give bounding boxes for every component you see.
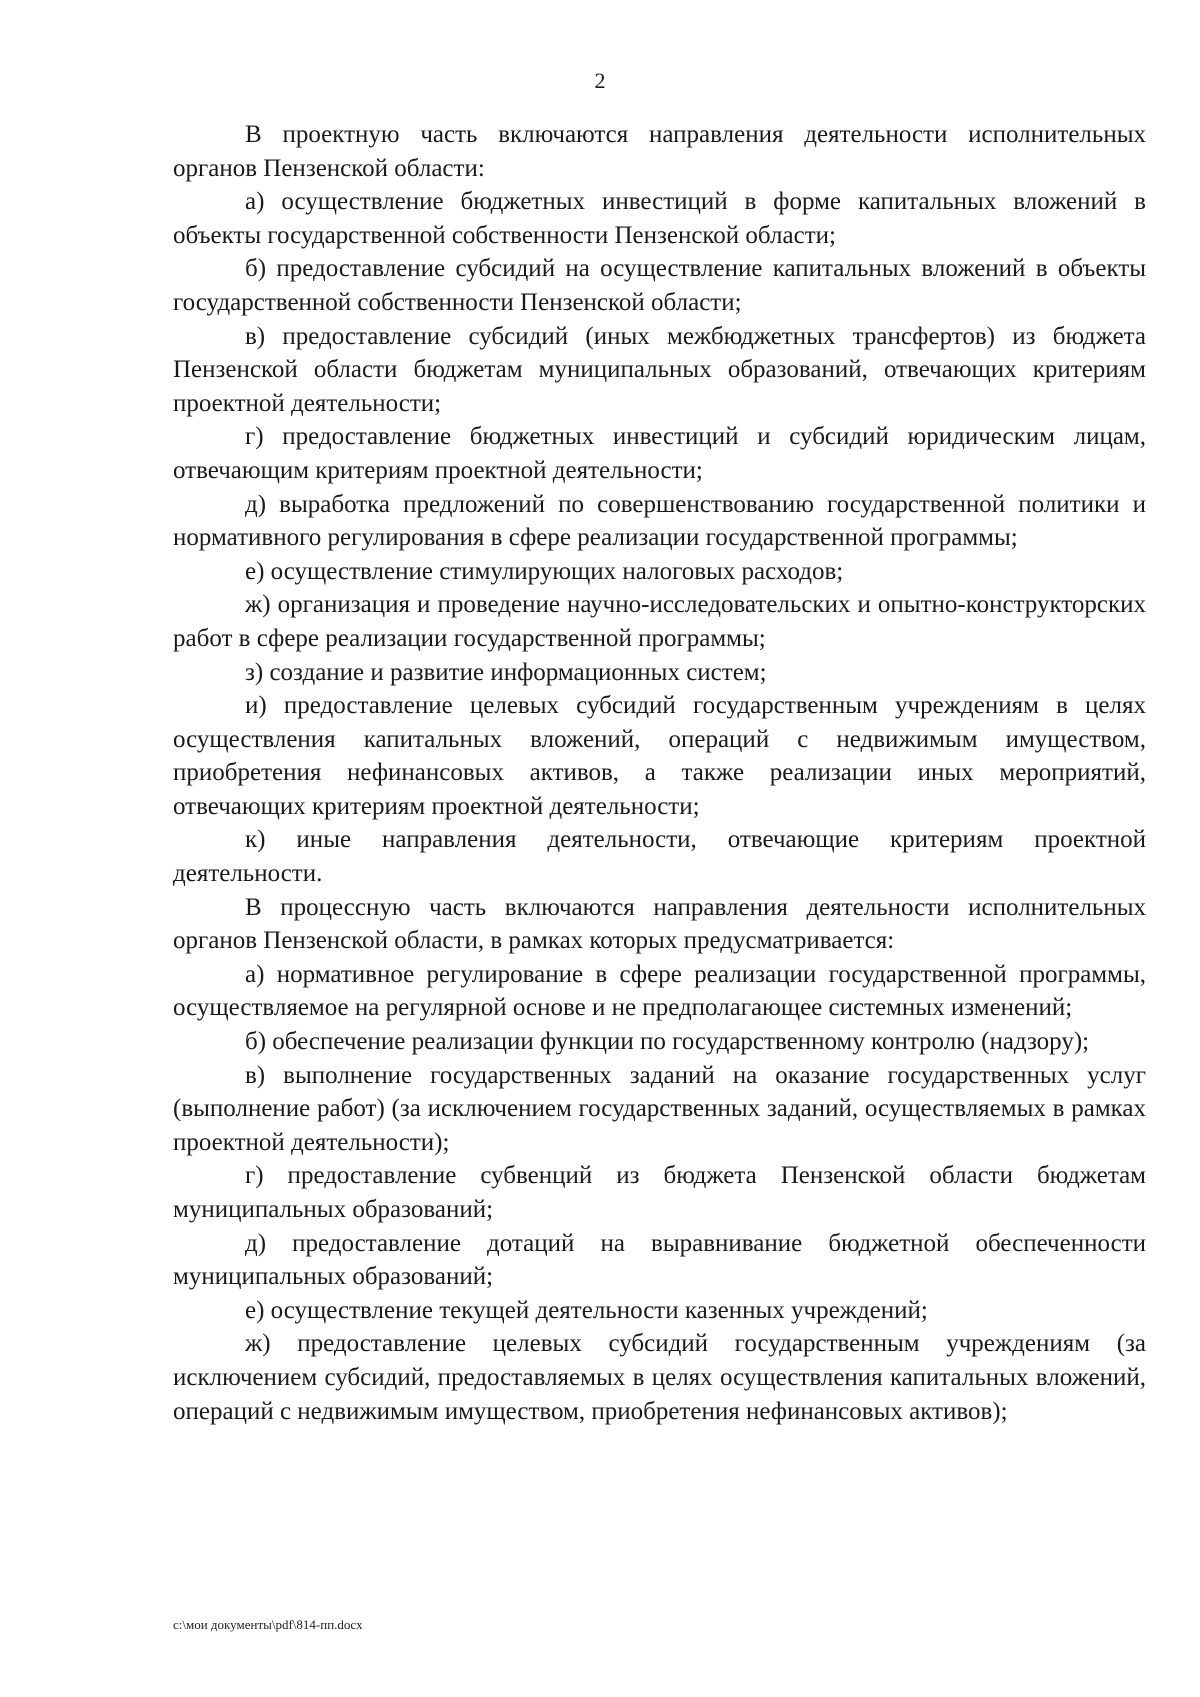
paragraph: В проектную часть включаются направления деятельности исполнительных органов Пензенской области:	[173, 121, 1146, 182]
paragraph: В процессную часть включаются направления деятельности исполнительных органов Пензенской области, в рамках которых предусматривается:	[173, 893, 1146, 955]
list-item: а) нормативное регулирование в сфере реализации государственной программы, осуществляемое на регулярной основе и не предполагающее системных изменений;	[173, 960, 1146, 1022]
list-item: в) выполнение государственных заданий на оказание государственных услуг (выполнение работ) (за исключением государственных заданий, осуществляемых в рамках проектной деятельности);	[173, 1061, 1146, 1156]
list-item: и) предоставление целевых субсидий государственным учреждениям в целях осуществления капитальных вложений, операций с недвижимым имуществом, приобретения нефинансовых активов, а также реализации иных мероприятий, отвечающих критериям проектной деятельности;	[173, 692, 1146, 820]
list-item: е) осуществление стимулирующих налоговых расходов;	[245, 557, 844, 585]
list-item: а) осуществление бюджетных инвестиций в форме капитальных вложений в объекты государственной собственности Пензенской области;	[173, 188, 1146, 249]
file-path-footer: c:\мои документы\pdf\814-пп.docx	[173, 1617, 363, 1632]
list-item: г) предоставление бюджетных инвестиций и субсидий юридическим лицам, отвечающим критериям проектной деятельности;	[173, 423, 1146, 484]
document-body	[173, 118, 1146, 1428]
list-item: ж) предоставление целевых субсидий государственным учреждениям (за исключением субсидий, предоставляемых в целях осуществления капитальных вложений, операций с недвижимым имуществом, приобретения нефинансовых активов);	[173, 1330, 1146, 1425]
page-number: 2	[594, 68, 606, 93]
list-item: ж) организация и проведение научно-исследовательских и опытно-конструкторских работ в сфере реализации государственной программы;	[173, 591, 1146, 652]
list-item: з) создание и развитие информационных систем;	[245, 658, 767, 686]
list-item: д) выработка предложений по совершенствованию государственной политики и нормативного регулирования в сфере реализации государственной программы;	[173, 490, 1146, 552]
list-item: г) предоставление субвенций из бюджета Пензенской области бюджетам муниципальных образований;	[173, 1162, 1146, 1223]
list-item: е) осуществление текущей деятельности казенных учреждений;	[245, 1296, 928, 1324]
list-item: к) иные направления деятельности, отвечающие критериям проектной деятельности.	[173, 826, 1146, 888]
list-item: б) предоставление субсидий на осуществление капитальных вложений в объекты государственной собственности Пензенской области;	[173, 255, 1146, 316]
list-item: в) предоставление субсидий (иных межбюджетных трансфертов) из бюджета Пензенской области бюджетам муниципальных образований, отвечающих критериям проектной деятельности;	[173, 322, 1146, 417]
list-item: д) предоставление дотаций на выравнивание бюджетной обеспеченности муниципальных образований;	[173, 1229, 1146, 1291]
list-item: б) обеспечение реализации функции по государственному контролю (надзору);	[245, 1028, 1090, 1056]
